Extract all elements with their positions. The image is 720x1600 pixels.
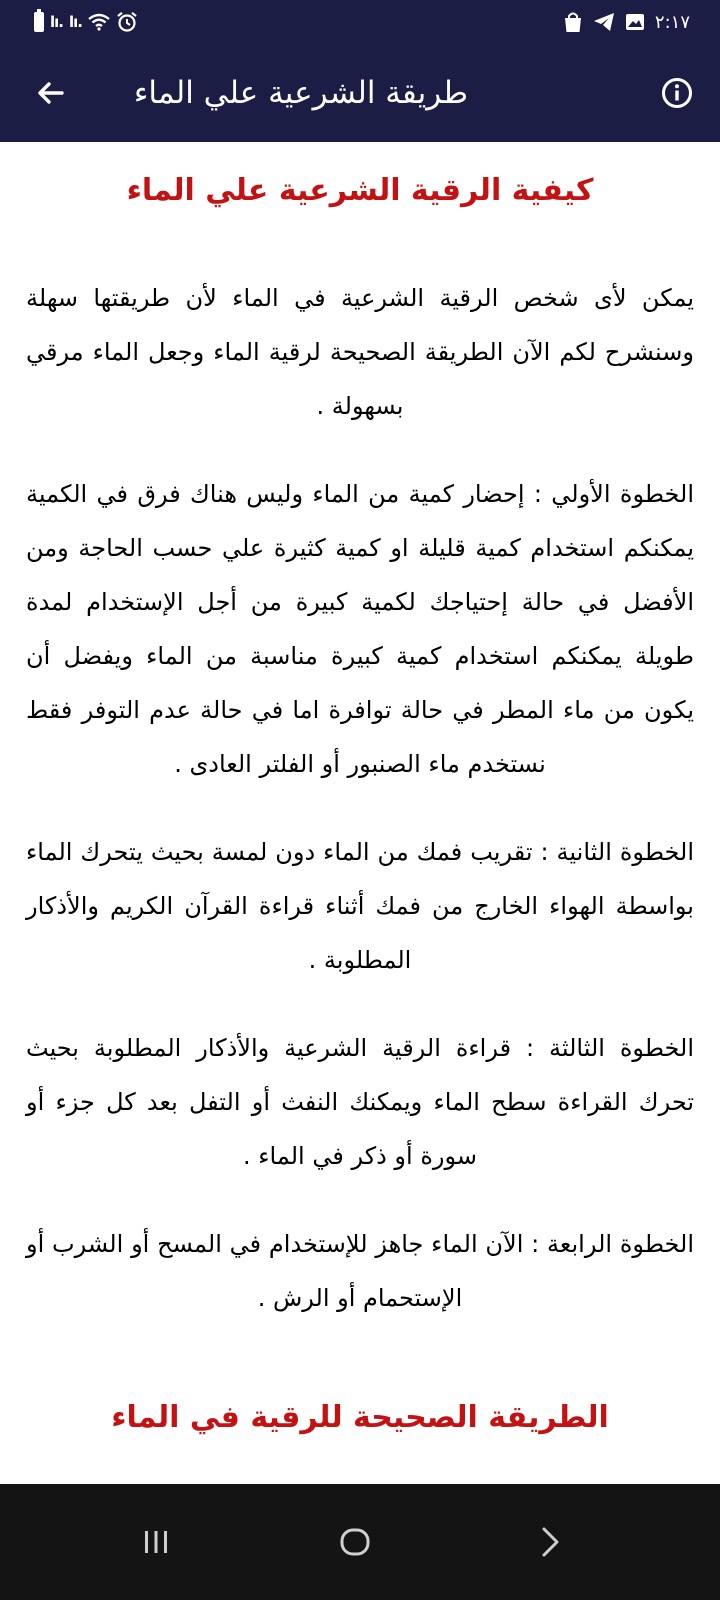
arrow-left-icon[interactable] <box>30 73 70 113</box>
section-heading: الطريقة الصحيحة للرقية في الماء <box>111 1400 609 1435</box>
recent-apps-icon[interactable] <box>136 1522 176 1562</box>
telegram-icon <box>593 12 615 32</box>
page-title: طريقة الشرعية علي الماء <box>133 75 468 111</box>
alarm-icon <box>116 11 138 33</box>
info-icon[interactable] <box>660 76 694 110</box>
system-nav-bar <box>0 1484 720 1600</box>
status-icons-right <box>563 10 690 34</box>
shopping-bag-icon <box>563 11 583 33</box>
article-heading: كيفية الرقية الشرعية علي الماء <box>126 173 594 208</box>
status-bar <box>0 0 720 44</box>
status-icons-left <box>34 10 138 34</box>
app-bar <box>0 44 720 142</box>
signal-icon: lı. <box>50 13 63 31</box>
article-paragraph: يمكن لأى شخص الرقية الشرعية في الماء لأن طريقتها سهلة وسنشرح لكم الآن الطريقة الصحيحة لرقية الماء وجعل الماء مرقي بسهولة . <box>26 284 694 420</box>
wifi-icon <box>88 13 110 31</box>
article-paragraph: الخطوة الرابعة : الآن الماء جاهز للإستخدام في المسح أو الشرب أو الإستحمام أو الرش . <box>26 1230 694 1312</box>
battery-icon <box>34 12 44 32</box>
article-paragraph: الخطوة الثانية : تقريب فمك من الماء دون لمسة بحيث يتحرك الماء بواسطة الهواء الخارج من فمك أثناء قراءة القرآن الكريم والأذكار المطلوبة . <box>26 838 694 974</box>
article-paragraph: الخطوة الأولي : إحضار كمية من الماء وليس هناك فرق في الكمية يمكنكم استخدام كمية قليلة او كمية كثيرة علي حسب الحاجة ومن الأفضل في حالة إحتياجك لكمية كبيرة من أجل الإستخدام لمدة طويلة يمكنكم استخدام كمية كبيرة مناسبة من الماء ويفضل أن يكون من ماء المطر في حالة توافرة اما في حالة عدم التوفر فقط نستخدم ماء الصنبور أو الفلتر العادى . <box>26 480 694 778</box>
clock: ٢:١٧ <box>654 11 690 33</box>
article-paragraph: الخطوة الثالثة : قراءة الرقية الشرعية والأذكار المطلوبة بحيث تحرك القراءة سطح الماء ويمكنك النفث أو التفل بعد كل جزء أو سورة أو ذكر في الماء . <box>26 1034 694 1170</box>
back-chevron-icon[interactable] <box>530 1522 570 1562</box>
signal-icon: lı. <box>68 13 82 31</box>
article-content[interactable] <box>0 142 720 1484</box>
home-icon[interactable] <box>335 1522 375 1562</box>
gallery-icon <box>625 12 645 32</box>
